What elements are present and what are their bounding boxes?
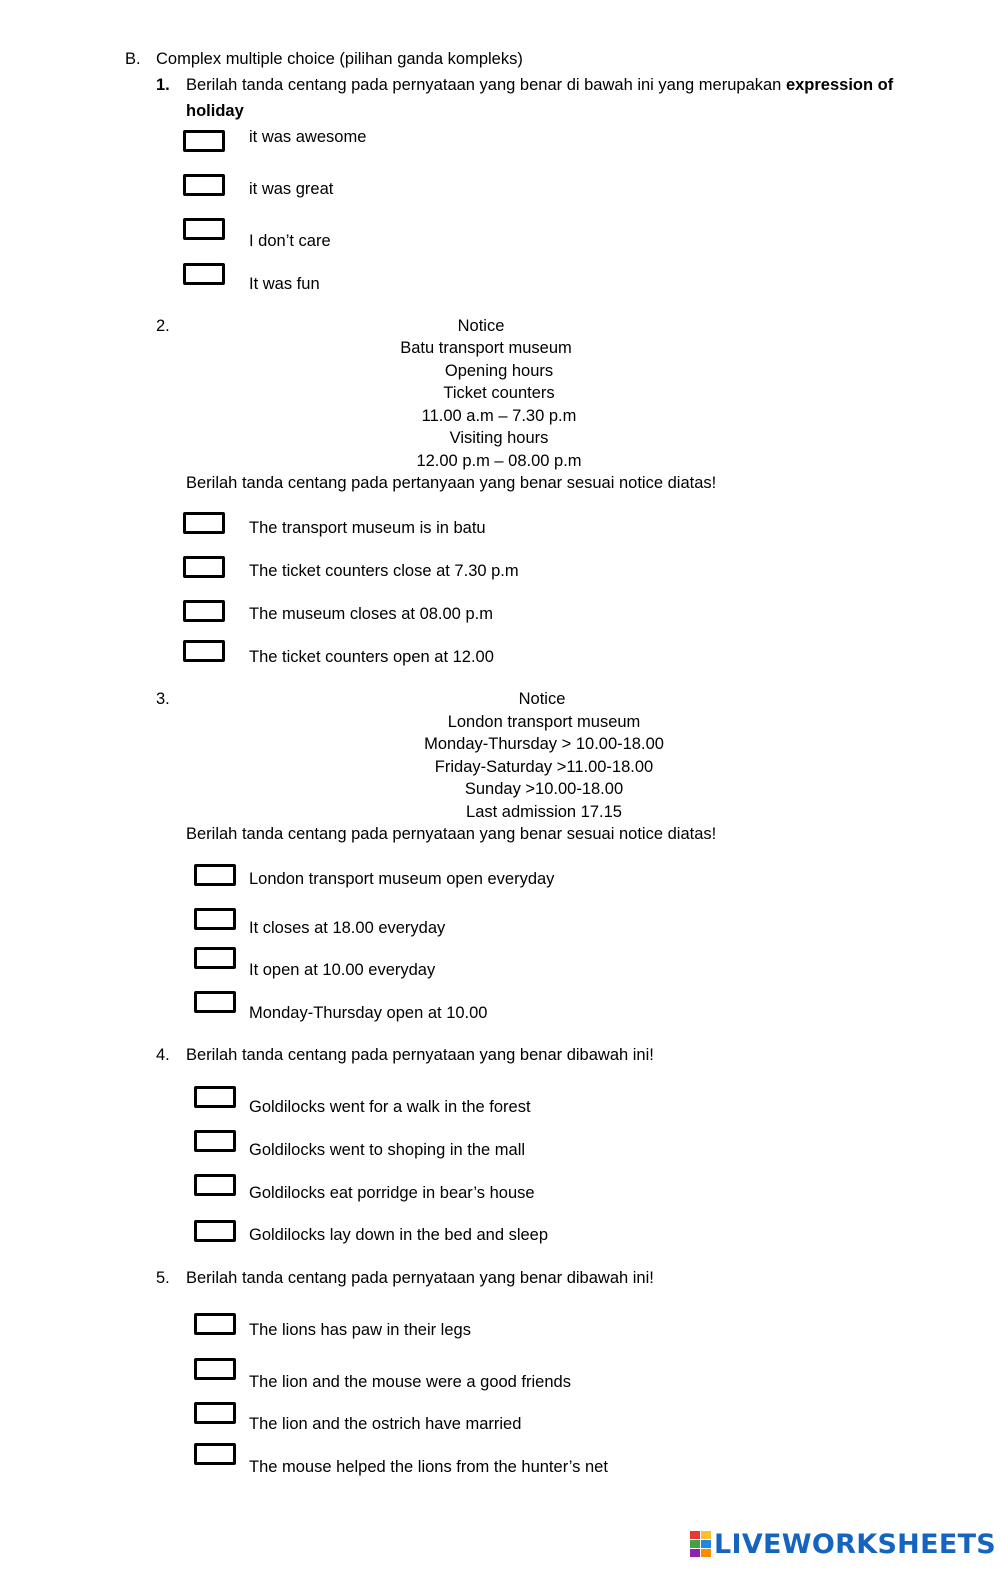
q3-checkbox-2[interactable] xyxy=(194,908,236,930)
q2-option-2: The ticket counters close at 7.30 p.m xyxy=(249,562,519,580)
q1-checkbox-4[interactable] xyxy=(183,263,225,285)
q1-option-3: I don’t care xyxy=(249,232,331,250)
q1-checkbox-3[interactable] xyxy=(183,218,225,240)
q3-number: 3. xyxy=(156,690,170,708)
q3-instruction: Berilah tanda centang pada pernyataan yang benar sesuai notice diatas! xyxy=(186,825,717,843)
q3-option-3: It open at 10.00 everyday xyxy=(249,961,436,979)
q2-notice-line: 11.00 a.m – 7.30 p.m xyxy=(421,407,577,425)
liveworksheets-logo xyxy=(690,1528,996,1560)
q3-checkbox-4[interactable] xyxy=(194,991,236,1013)
q5-option-4: The mouse helped the lions from the hunter’s net xyxy=(249,1458,608,1476)
q1-option-4: It was fun xyxy=(249,275,320,293)
section-letter: B. xyxy=(125,50,141,68)
q3-notice-line: Monday-Thursday > 10.00-18.00 xyxy=(424,735,664,753)
logo-square xyxy=(701,1549,711,1557)
q3-option-4: Monday-Thursday open at 10.00 xyxy=(249,1004,488,1022)
q3-notice-title: Notice xyxy=(518,690,566,708)
q2-notice-line: 12.00 p.m – 08.00 p.m xyxy=(416,452,582,470)
q2-checkbox-2[interactable] xyxy=(183,556,225,578)
q4-option-2: Goldilocks went to shoping in the mall xyxy=(249,1141,526,1159)
q3-notice-line: Sunday >10.00-18.00 xyxy=(464,780,624,798)
q2-instruction: Berilah tanda centang pada pertanyaan yang benar sesuai notice diatas! xyxy=(186,474,717,492)
q3-notice-line: London transport museum xyxy=(447,713,641,731)
q2-checkbox-4[interactable] xyxy=(183,640,225,662)
q4-checkbox-1[interactable] xyxy=(194,1086,236,1108)
logo-mark-icon xyxy=(690,1531,711,1557)
q5-option-3: The lion and the ostrich have married xyxy=(249,1415,522,1433)
q4-option-1: Goldilocks went for a walk in the forest xyxy=(249,1098,531,1116)
q5-option-1: The lions has paw in their legs xyxy=(249,1321,471,1339)
q1-number: 1. xyxy=(156,76,170,94)
q3-notice-line: Friday-Saturday >11.00-18.00 xyxy=(434,758,654,776)
q4-number: 4. xyxy=(156,1046,170,1064)
q4-option-4: Goldilocks lay down in the bed and sleep xyxy=(249,1226,549,1244)
q1-option-2: it was great xyxy=(249,180,334,198)
q1-text-bold-b: holiday xyxy=(186,102,244,120)
q2-notice-line: Visiting hours xyxy=(449,429,549,447)
q1-option-1: it was awesome xyxy=(249,128,367,146)
logo-square xyxy=(690,1540,700,1548)
q3-notice-line: Last admission 17.15 xyxy=(466,803,622,821)
q4-option-3: Goldilocks eat porridge in bear’s house xyxy=(249,1184,535,1202)
logo-square xyxy=(690,1549,700,1557)
q1-text-plain: Berilah tanda centang pada pernyataan yang benar di bawah ini yang merupakan xyxy=(186,76,786,94)
q2-option-1: The transport museum is in batu xyxy=(249,519,486,537)
q2-checkbox-1[interactable] xyxy=(183,512,225,534)
q5-checkbox-3[interactable] xyxy=(194,1402,236,1424)
q4-checkbox-3[interactable] xyxy=(194,1174,236,1196)
q5-text: Berilah tanda centang pada pernyataan yang benar dibawah ini! xyxy=(186,1269,654,1287)
q5-checkbox-1[interactable] xyxy=(194,1313,236,1335)
section-title: Complex multiple choice (pilihan ganda kompleks) xyxy=(156,50,523,68)
logo-square xyxy=(701,1531,711,1539)
q3-checkbox-3[interactable] xyxy=(194,947,236,969)
q1-checkbox-1[interactable] xyxy=(183,130,225,152)
logo-square xyxy=(701,1540,711,1548)
q1-text-bold-a: expression of xyxy=(785,76,894,94)
logo-text: LIVEWORKSHEETS xyxy=(714,1528,997,1560)
q2-option-3: The museum closes at 08.00 p.m xyxy=(249,605,493,623)
q3-option-1: London transport museum open everyday xyxy=(249,870,555,888)
q2-notice-line: Batu transport museum xyxy=(400,339,572,357)
q2-notice-line: Ticket counters xyxy=(443,384,555,402)
q2-option-4: The ticket counters open at 12.00 xyxy=(249,648,494,666)
q5-checkbox-2[interactable] xyxy=(194,1358,236,1380)
q1-text xyxy=(186,74,893,96)
q2-notice-line: Opening hours xyxy=(444,362,554,380)
q1-checkbox-2[interactable] xyxy=(183,174,225,196)
q3-checkbox-1[interactable] xyxy=(194,864,236,886)
q2-number: 2. xyxy=(156,317,170,335)
q5-option-2: The lion and the mouse were a good friends xyxy=(249,1373,571,1391)
q4-checkbox-2[interactable] xyxy=(194,1130,236,1152)
q4-text: Berilah tanda centang pada pernyataan yang benar dibawah ini! xyxy=(186,1046,654,1064)
q2-notice-title: Notice xyxy=(457,317,505,335)
q2-checkbox-3[interactable] xyxy=(183,600,225,622)
q3-option-2: It closes at 18.00 everyday xyxy=(249,919,446,937)
logo-square xyxy=(690,1531,700,1539)
q4-checkbox-4[interactable] xyxy=(194,1220,236,1242)
q5-checkbox-4[interactable] xyxy=(194,1443,236,1465)
q5-number: 5. xyxy=(156,1269,170,1287)
